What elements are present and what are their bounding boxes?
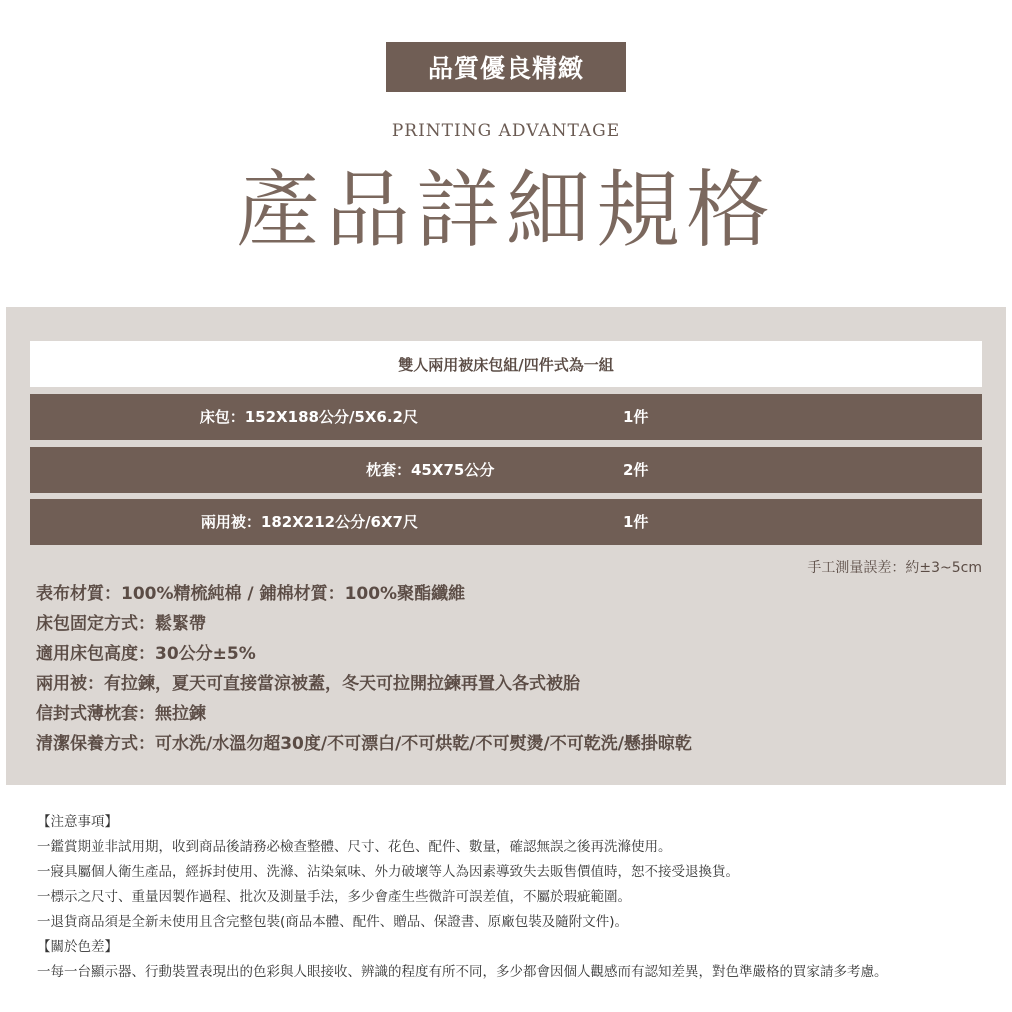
quality-badge: 品質優良精緻	[386, 42, 626, 92]
detail-list	[36, 579, 976, 759]
note-item: 一退貨商品須是全新未使用且含完整包裝(商品本體、配件、贈品、保證書、原廠包裝及隨附文件)。	[37, 914, 629, 930]
set-title: 雙人兩用被床包組/四件式為一組	[30, 341, 982, 387]
notes-section	[37, 810, 987, 985]
spec-row-qty: 2件	[623, 461, 649, 479]
spec-row-item: 枕套：45X75公分	[366, 461, 495, 479]
spec-row-qty: 1件	[623, 408, 649, 426]
spec-row-item: 兩用被：182X212公分/6X7尺	[200, 513, 418, 531]
detail-care: 清潔保養方式：可水洗/水溫勿超30度/不可漂白/不可烘乾/不可熨燙/不可乾洗/懸掛晾乾	[36, 734, 692, 754]
spec-row-fitted-sheet	[30, 394, 982, 440]
page-title: 產品詳細規格	[235, 161, 776, 259]
detail-fixing: 床包固定方式：鬆緊帶	[36, 614, 206, 634]
spec-panel	[6, 307, 1006, 785]
note-item: 一鑑賞期並非試用期，收到商品後請務必檢查整體、尺寸、花色、配件、數量，確認無誤之後再洗滌使用。	[37, 839, 672, 855]
detail-height: 適用床包高度：30公分±5%	[36, 644, 256, 664]
color-diff-heading: 【關於色差】	[37, 939, 118, 955]
spec-row-qty: 1件	[623, 513, 649, 531]
note-item: 一標示之尺寸、重量因製作過程、批次及測量手法，多少會產生些微許可誤差值，不屬於瑕疵範圍。	[37, 889, 631, 905]
spec-row-duvet	[30, 499, 982, 545]
section-subtitle: PRINTING ADVANTAGE	[391, 121, 621, 141]
detail-material: 表布材質：100%精梳純棉 / 鋪棉材質：100%聚酯纖維	[36, 584, 466, 604]
spec-row-item: 床包：152X188公分/5X6.2尺	[199, 408, 418, 426]
notes-heading: 【注意事項】	[37, 814, 118, 830]
note-item: 一每一台顯示器、行動裝置表現出的色彩與人眼接收、辨識的程度有所不同，多少都會因個人觀感而有認知差異，對色準嚴格的買家請多考慮。	[37, 964, 888, 980]
note-item: 一寢具屬個人衛生產品，經拆封使用、洗滌、沾染氣味、外力破壞等人為因素導致失去販售價值時，恕不接受退換貨。	[37, 864, 739, 880]
measurement-tolerance: 手工測量誤差：約±3~5cm	[807, 560, 982, 576]
spec-row-pillowcase	[30, 447, 982, 493]
detail-duvet: 兩用被：有拉鍊，夏天可直接當涼被蓋，冬天可拉開拉鍊再置入各式被胎	[36, 674, 580, 694]
detail-pillowcase: 信封式薄枕套：無拉鍊	[36, 704, 206, 724]
